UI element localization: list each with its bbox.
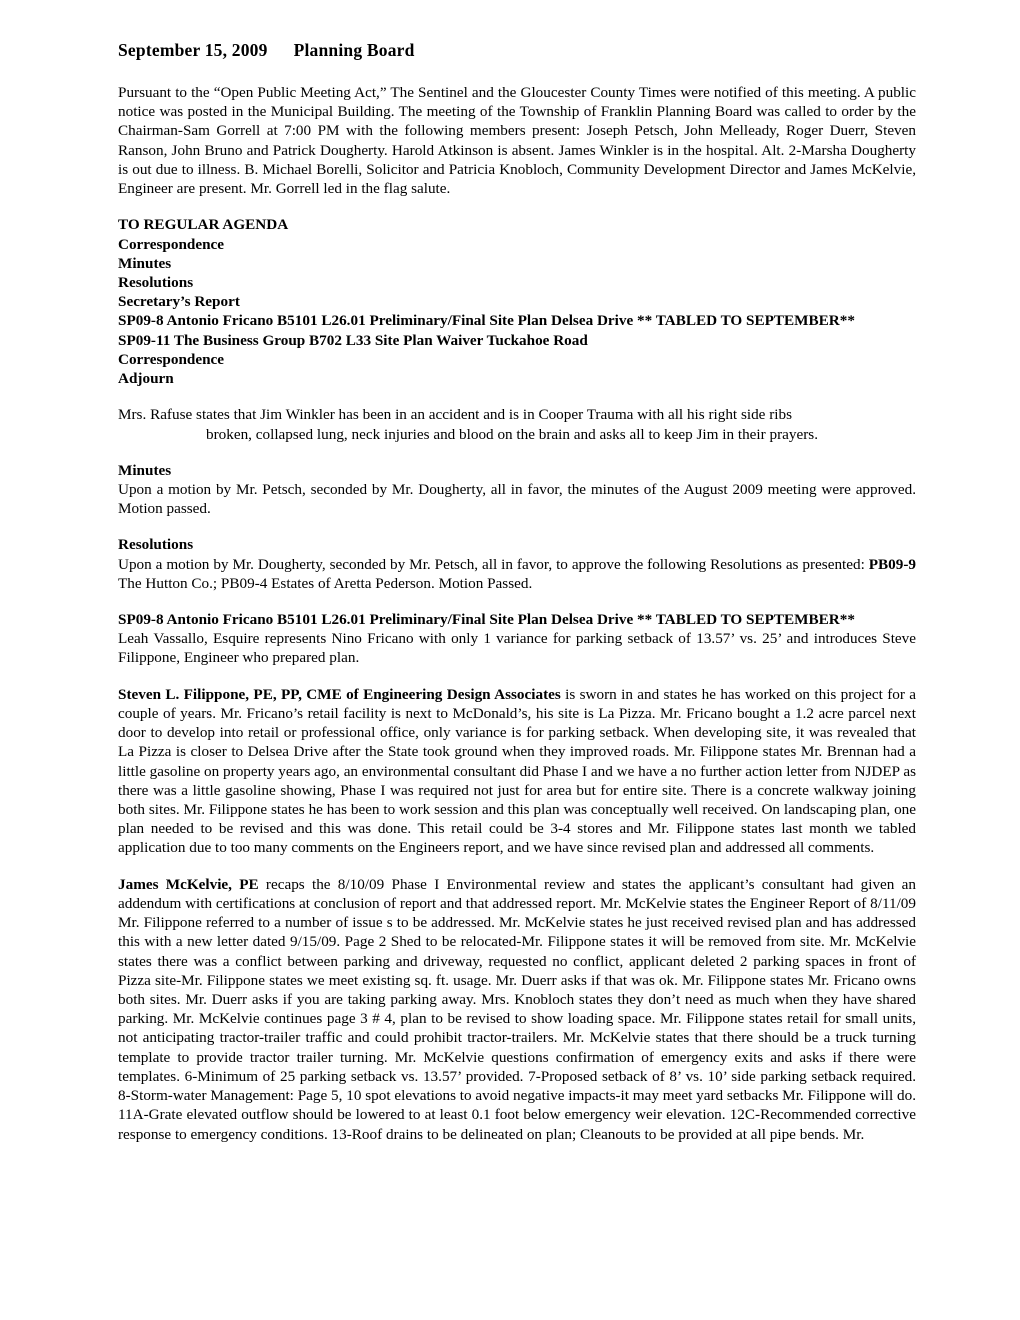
minutes-body: Upon a motion by Mr. Petsch, seconded by Mr. Dougherty, all in favor, the minutes of the August 2009 meeting were approved. Motion passed. (118, 480, 916, 518)
agenda-item-adjourn: Adjourn (118, 370, 174, 388)
filippone-testimony (118, 685, 916, 858)
minutes-section (118, 461, 916, 519)
agenda-item-correspondence-2: Correspondence (118, 350, 225, 368)
agenda-list (118, 215, 916, 388)
filippone-body: is sworn in and states he has worked on this project for a couple of years. Mr. Fricano’s retail facility is next to McDonald’s, his site is La Pizza. Mr. Fricano bought a 1.2 acre parcel next door to develop into retail or professional office, only variance is for parking setback. When developing site, it was revealed that La Pizza is closer to Delsea Drive after the State took ground when they improved roads. Mr. Filippone states Mr. Brennan had a little gasoline on property years ago, an environmental consultant did Phase I and we have a no further action letter from NJDEP as there was a little gasoline showing, Phase I was required not just for area but for entire site. There is a concrete walkway joining both sites. Mr. Filippone states he has been to work session and this plan was conceptually well received. On landscaping plan, one plan needed to be revised and this was done. This retail could be 3-4 stores and Mr. Filippone states last month we tabled application due to too many comments on the Engineers report, and we have since revised plan and addressed all comments. (118, 685, 916, 857)
resolutions-body-end: The Hutton Co.; PB09-4 Estates of Aretta Pederson. Motion Passed. (118, 574, 533, 592)
meeting-date: September 15, 2009 (118, 40, 268, 60)
sp09-8-heading: SP09-8 Antonio Fricano B5101 L26.01 Preliminary/Final Site Plan Delsea Drive ** TABLED TO SEPTEMBER** (118, 611, 855, 629)
rafuse-note (118, 405, 916, 443)
board-name: Planning Board (293, 40, 415, 60)
agenda-item-correspondence: Correspondence (118, 235, 225, 253)
rafuse-note-line2: broken, collapsed lung, neck injuries and blood on the brain and asks all to keep Jim in their prayers. (206, 425, 818, 443)
agenda-heading: TO REGULAR AGENDA (118, 216, 289, 234)
mckelvie-testimony (118, 875, 916, 1144)
resolutions-section (118, 535, 916, 593)
resolutions-body (118, 555, 916, 593)
resolutions-bold-ref: PB09-9 (868, 555, 916, 573)
filippone-name: Steven L. Filippone, PE, PP, CME of Engineering Design Associates (118, 685, 561, 703)
agenda-item-sp09-11: SP09-11 The Business Group B702 L33 Site Plan Waiver Tuckahoe Road (118, 331, 588, 349)
sp09-8-section (118, 610, 916, 668)
sp09-8-body: Leah Vassallo, Esquire represents Nino Fricano with only 1 variance for parking setback of 13.57’ vs. 25’ and introduces Steve Filippone, Engineer who prepared plan. (118, 630, 916, 667)
mckelvie-name: James McKelvie, PE (118, 875, 259, 893)
agenda-item-secretarys-report: Secretary’s Report (118, 293, 240, 311)
mckelvie-body: recaps the 8/10/09 Phase I Environmental review and states the applicant’s consultant had given an addendum with certifications at conclusion of report and that addressed report. Mr. McKelvie states the Engineer Report of 8/11/09 Mr. Filippone referred to a number of issue s to be addressed. Mr. McKelvie states he just received revised plan and has addressed this with a new letter dated 9/15/09. Page 2 Shed to be relocated-Mr. Filippone states it will be removed from site. Mr. McKelvie states there was a conflict between parking and driveway, requested no conflict, applicant deleted 2 parking spaces in front of Pizza site-Mr. Filippone states we meet existing sq. ft. usage. Mr. Duerr asks if that was ok. Mr. Filippone states Mr. Fricano owns both sites. Mr. Duerr asks if you are taking parking away. Mrs. Knobloch states they don’t need as much when they have shared parking. Mr. McKelvie continues page 3 # 4, plan to be revised to show loading space. Mr. Filippone states retail for small units, not anticipating tractor-trailer traffic and could prohibit tractor-trailers. Mr. McKelvie states that there should be a truck turning template to provide tractor trailer turning. Mr. McKelvie questions confirmation of emergency exits and asks if there were templates. 6-Minimum of 25 parking setback vs. 13.57’ provided. 7-Proposed setback of 8’ vs. 10’ side parking setback required. 8-Storm-water Management: Page 5, 10 spot elevations to avoid negative impacts-it may meet yard setbacks Mr. Filippone will do. 11A-Grate elevated outflow should be lowered to at least 0.1 foot below emergency weir elevation. 12C-Recommended corrective response to emergency conditions. 13-Roof drains to be delineated on plan; Cleanouts to be provided at all pipe bends. Mr. (118, 875, 916, 1143)
rafuse-note-line1: Mrs. Rafuse states that Jim Winkler has been in an accident and is in Cooper Trauma with all his right side ribs (118, 406, 792, 424)
page-title (118, 40, 916, 61)
agenda-item-resolutions: Resolutions (118, 273, 194, 291)
minutes-heading: Minutes (118, 461, 172, 479)
resolutions-heading: Resolutions (118, 536, 194, 554)
agenda-item-sp09-8: SP09-8 Antonio Fricano B5101 L26.01 Preliminary/Final Site Plan Delsea Drive ** TABLED TO SEPTEMBER** (118, 312, 855, 330)
agenda-item-minutes: Minutes (118, 254, 172, 272)
resolutions-body-start: Upon a motion by Mr. Dougherty, seconded by Mr. Petsch, all in favor, to approve the following Resolutions as presented: (118, 555, 869, 573)
opening-paragraph: Pursuant to the “Open Public Meeting Act,” The Sentinel and the Gloucester County Times were notified of this meeting. A public notice was posted in the Municipal Building. The meeting of the Township of Franklin Planning Board was called to order by the Chairman-Sam Gorrell at 7:00 PM with the following members present: Joseph Petsch, John Melleady, Roger Duerr, Steven Ranson, John Bruno and Patrick Dougherty. Harold Atkinson is absent. James Winkler is in the hospital. Alt. 2-Marsha Dougherty is out due to illness. B. Michael Borelli, Solicitor and Patricia Knobloch, Community Development Director and James McKelvie, Engineer are present. Mr. Gorrell led in the flag salute. (118, 84, 916, 198)
